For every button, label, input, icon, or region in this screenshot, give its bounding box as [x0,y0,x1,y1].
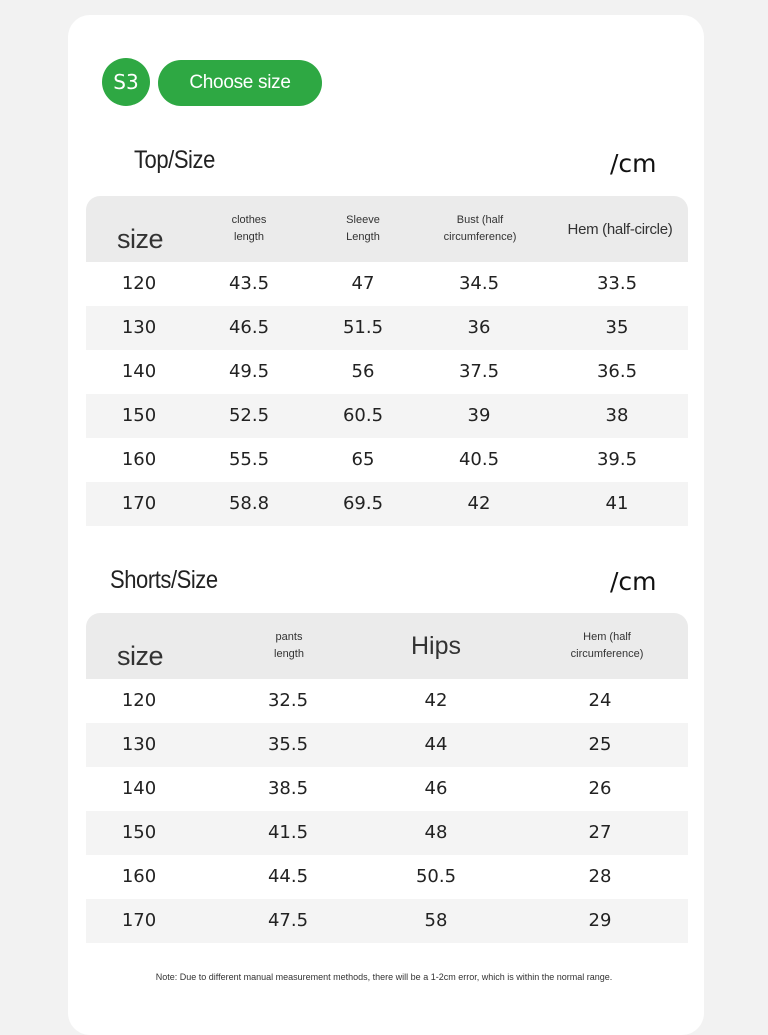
shorts-cell: 41.5 [267,822,309,843]
shorts-table-row [86,679,688,723]
top-cell: 65 [351,449,375,470]
top-cell: 160 [121,449,157,470]
shorts-table-row [86,767,688,811]
top-cell: 56 [351,361,375,382]
shorts-cell: 160 [121,866,157,887]
shorts-cell: 47.5 [267,910,309,931]
shorts-cell: 27 [588,822,612,843]
shorts-cell: 26 [588,778,612,799]
shorts-header-hips: Hips [410,631,462,660]
top-table-row [86,306,688,350]
top-table-body [86,262,688,526]
top-cell: 49.5 [228,361,270,382]
top-cell: 130 [121,317,157,338]
measurement-note: Note: Due to different manual measurement methods, there will be a 1-2cm error, which is within the normal range. [155,972,613,982]
top-cell: 35 [605,317,629,338]
top-header-size: size [116,223,164,254]
shorts-cell: 50.5 [415,866,457,887]
shorts-cell: 28 [588,866,612,887]
shorts-header-pants-length: pants length [274,631,304,660]
shorts-cell: 35.5 [267,734,309,755]
top-header-clothes-length: clothes length [231,214,267,243]
shorts-cell: 29 [588,910,612,931]
top-cell: 120 [121,273,157,294]
top-header-hem: Hem (half-circle) [567,220,673,238]
shorts-table-row [86,855,688,899]
top-unit-label: /cm [610,149,657,178]
shorts-size-table [86,613,688,943]
shorts-cell: 44.5 [267,866,309,887]
top-table-row [86,438,688,482]
top-cell: 60.5 [342,405,384,426]
shorts-cell: 32.5 [267,690,309,711]
top-cell: 58.8 [228,493,270,514]
top-cell: 38 [605,405,629,426]
top-table-row [86,482,688,526]
top-table-header [86,196,688,262]
top-size-title: Top/Size [134,146,215,174]
top-cell: 170 [121,493,157,514]
shorts-cell: 48 [424,822,448,843]
top-cell: 43.5 [228,273,270,294]
top-table-row [86,394,688,438]
shorts-cell: 120 [121,690,157,711]
shorts-header-hem: Hem (half circumference) [570,631,644,660]
shorts-cell: 44 [424,734,448,755]
shorts-header-size: size [116,640,164,671]
shorts-table-row [86,899,688,943]
top-cell: 40.5 [458,449,500,470]
top-cell: 55.5 [228,449,270,470]
top-table-row [86,262,688,306]
top-cell: 42 [467,493,491,514]
top-cell: 33.5 [596,273,638,294]
shorts-cell: 25 [588,734,612,755]
shorts-cell: 24 [588,690,612,711]
top-cell: 36.5 [596,361,638,382]
shorts-table-body [86,679,688,943]
top-cell: 52.5 [228,405,270,426]
shorts-cell: 58 [424,910,448,931]
shorts-table-row [86,811,688,855]
top-cell: 41 [605,493,629,514]
top-cell: 140 [121,361,157,382]
top-cell: 47 [351,273,375,294]
top-cell: 46.5 [228,317,270,338]
step-badge: S3 [102,58,150,106]
shorts-table-row [86,723,688,767]
top-cell: 39 [467,405,491,426]
shorts-size-title: Shorts/Size [110,566,218,594]
top-header-sleeve-length: Sleeve Length [346,214,380,243]
top-cell: 51.5 [342,317,384,338]
top-cell: 69.5 [342,493,384,514]
top-size-table [86,196,688,526]
top-header-bust: Bust (half circumference) [443,214,517,243]
top-cell: 37.5 [458,361,500,382]
shorts-cell: 170 [121,910,157,931]
top-cell: 34.5 [458,273,500,294]
shorts-cell: 150 [121,822,157,843]
shorts-table-header [86,613,688,679]
top-cell: 150 [121,405,157,426]
choose-size-label: Choose size [158,60,322,106]
top-table-row [86,350,688,394]
shorts-cell: 46 [424,778,448,799]
shorts-cell: 140 [121,778,157,799]
top-cell: 39.5 [596,449,638,470]
top-cell: 36 [467,317,491,338]
shorts-cell: 130 [121,734,157,755]
shorts-cell: 42 [424,690,448,711]
shorts-unit-label: /cm [610,567,657,596]
shorts-cell: 38.5 [267,778,309,799]
